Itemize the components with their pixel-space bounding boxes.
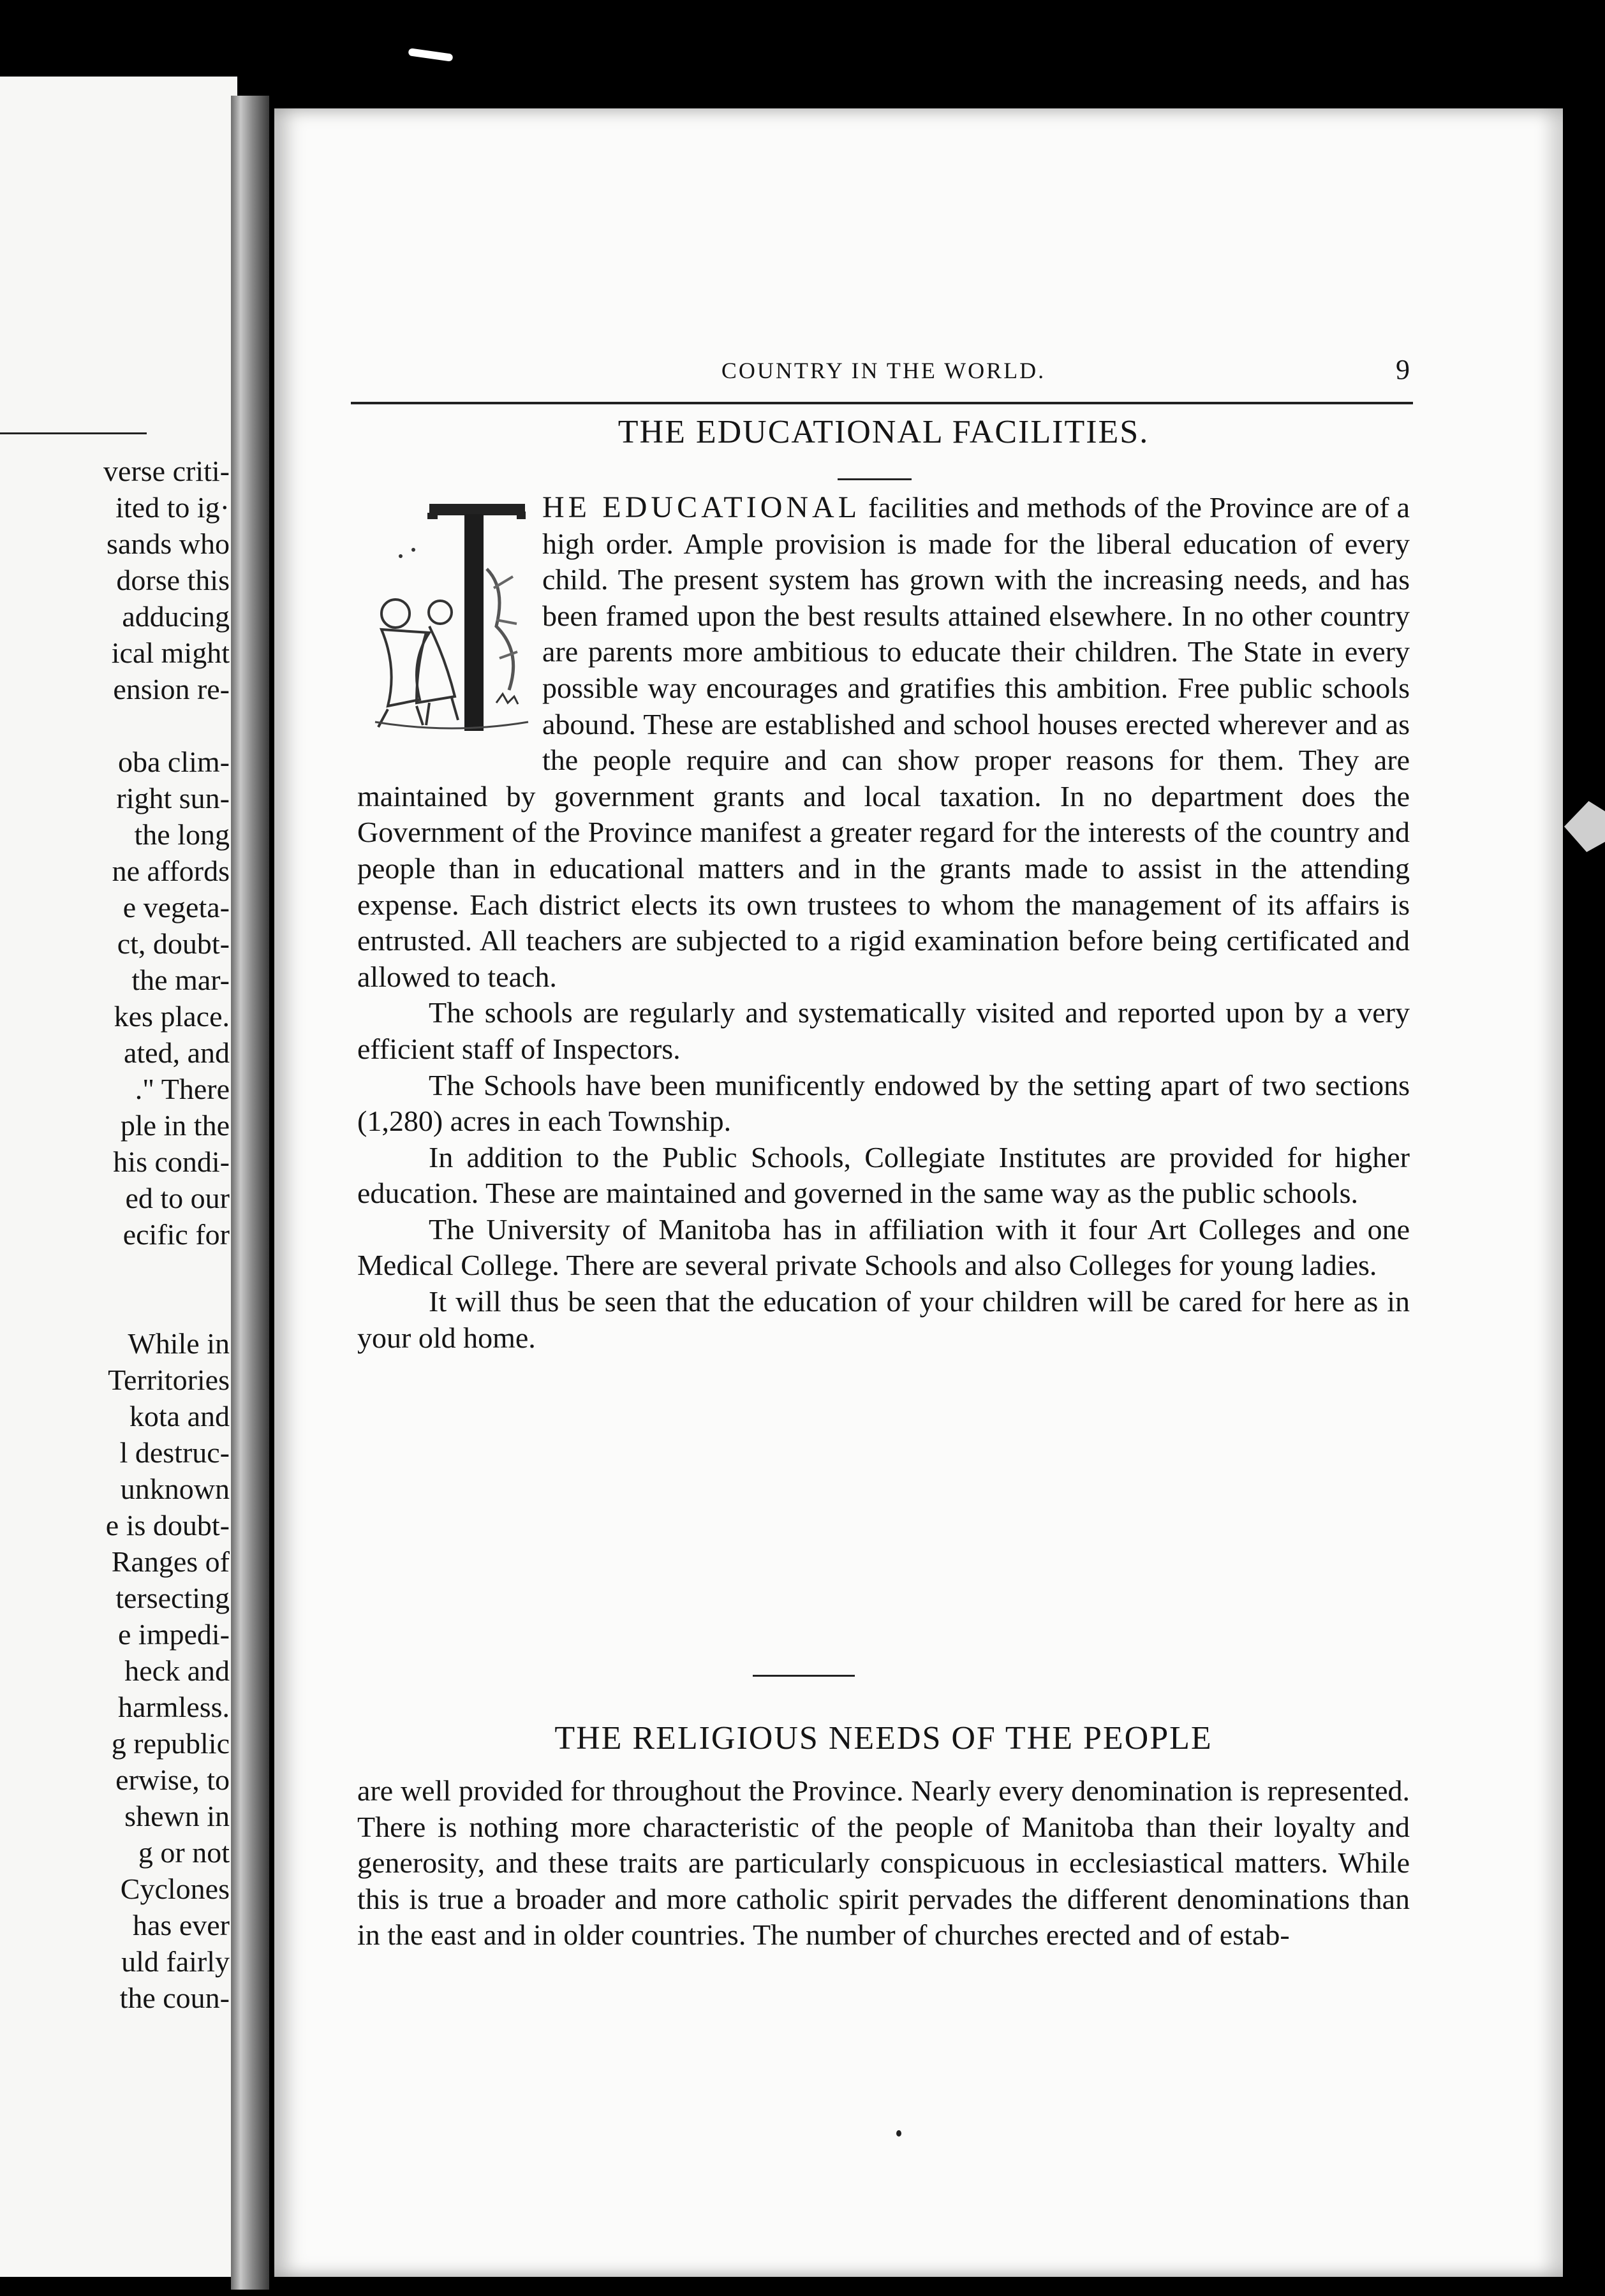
education-article <box>357 490 1410 1356</box>
paragraph-6: It will thus be seen that the education of your children will be cared for here as in your old home. <box>357 1285 1410 1354</box>
facing-page-line: the coun- <box>119 1982 230 2014</box>
facing-page-line: the mar- <box>131 964 230 996</box>
facing-page-line: l destruc- <box>119 1436 230 1469</box>
facing-page-line: ated, and <box>123 1036 230 1069</box>
header-rule <box>351 402 1413 404</box>
facing-page-line: e impedi- <box>118 1618 230 1651</box>
paragraph-3: The Schools have been munificently endowed by the setting apart of two sections (1,280) acres in each Township. <box>357 1068 1410 1138</box>
title-underline <box>838 478 912 480</box>
facing-page-text <box>0 453 230 2016</box>
facing-page-line: unknown <box>120 1473 230 1505</box>
drop-cap-space <box>357 490 542 777</box>
running-head <box>357 354 1410 395</box>
facing-page-line <box>0 1289 230 1325</box>
facing-page-line: tersecting <box>115 1582 230 1614</box>
facing-page-line: right sun- <box>116 782 230 814</box>
paragraph-4: In addition to the Public Schools, Collegiate Institutes are provided for higher education. These are maintained and governed in the same way as the public schools. <box>357 1140 1410 1210</box>
religious-paragraph-1: are well provided for throughout the Province. Nearly every denomination is represented. There is nothing more characteristic of the people of Manitoba than their loyalty and generosity, and these traits are particularly conspicuous in ecclesiastical matters. While this is true a broader and more catholic spirit pervades the different denominations than in the east and in older countries. The number of churches erected and of estab- <box>357 1774 1410 1952</box>
paragraph-1-text: facilities and methods of the Province are of a high order. Ample provision is made for the liberal education of every child. The present system has grown with the increasing needs, and has been framed upon the best results attained elsewhere. In no other country are parents more ambitious to educate their children. The State in every possible way encourages and gratifies this ambition. Free public schools abound. These are established and school houses erected wherever and as the people require and can show proper reasons for them. They are maintained by government grants and local taxation. In no department does the Government of the Province manifest a greater regard for the interests of the country and people than in educational matters and in the grants made to assist in the attending expense. Each district elects its own trustees to whom the management of its affairs is entrusted. All teachers are subjected to a rigid examination before being certificated and allowed to teach. <box>357 491 1410 993</box>
section-divider <box>753 1675 855 1677</box>
religious-article <box>357 1773 1410 1954</box>
running-head-title: COUNTRY IN THE WORLD. <box>721 358 1046 383</box>
facing-page-line: oba clim- <box>118 746 230 778</box>
facing-page-line: his condi- <box>113 1145 230 1178</box>
facing-page-line: Ranges of <box>111 1545 230 1578</box>
lead-caps: HE EDUCATIONAL <box>542 490 861 524</box>
facing-page-line: Territories <box>108 1364 230 1396</box>
facing-page-line: harmless. <box>117 1691 230 1723</box>
paragraph-2: The schools are regularly and systematically visited and reported upon by a very efficient staff of Inspectors. <box>357 996 1410 1065</box>
page-mark <box>896 2130 901 2137</box>
facing-page <box>0 77 237 2277</box>
section-title-religious: THE RELIGIOUS NEEDS OF THE PEOPLE <box>554 1720 1213 1756</box>
facing-page-line: kes place. <box>114 1000 230 1033</box>
facing-page-line <box>0 1253 230 1289</box>
facing-page-line: kota and <box>129 1400 230 1432</box>
facing-page-line: ple in the <box>120 1109 230 1142</box>
facing-page-line: sands who <box>107 527 230 560</box>
paragraph-5: The University of Manitoba has in affiliation with it four Art Colleges and one Medical College. There are several private Schools and also Colleges for young ladies. <box>357 1212 1410 1282</box>
facing-page-line: uld fairly <box>121 1945 230 1978</box>
facing-page-line: ecific for <box>122 1218 230 1251</box>
facing-page-line: heck and <box>124 1654 230 1687</box>
facing-page-line: e vegeta- <box>122 891 230 924</box>
facing-page-line: adducing <box>122 600 230 633</box>
paragraph-1 <box>357 490 1410 995</box>
page-number: 9 <box>1396 354 1410 385</box>
section-title-education: THE EDUCATIONAL FACILITIES. <box>618 414 1150 450</box>
facing-page-line: ical might <box>111 637 230 669</box>
facing-page-line: dorse this <box>116 564 230 596</box>
facing-page-line: g republic <box>111 1727 230 1760</box>
facing-page-line <box>0 707 230 744</box>
facing-page-line: While in <box>128 1327 230 1360</box>
scan-speck <box>408 48 454 62</box>
facing-page-line: ne affords <box>112 855 230 887</box>
facing-page-line: ited to ig· <box>115 491 230 524</box>
facing-page-line: Cyclones <box>120 1873 230 1905</box>
main-page <box>274 108 1563 2277</box>
book-gutter <box>231 96 269 2290</box>
facing-page-line: e is doubt- <box>105 1509 230 1542</box>
facing-page-line: shewn in <box>124 1800 230 1832</box>
facing-page-line: ." There <box>135 1073 230 1105</box>
facing-page-line: has ever <box>133 1909 230 1941</box>
facing-page-line: ed to our <box>125 1182 230 1214</box>
facing-page-line: ct, doubt- <box>117 927 230 960</box>
page-edge-notch <box>1564 801 1605 852</box>
facing-page-line: the long <box>134 818 230 851</box>
facing-page-line: g or not <box>138 1836 230 1869</box>
facing-page-line: ension re- <box>113 673 230 705</box>
facing-page-line: verse criti- <box>103 455 230 487</box>
facing-page-line: erwise, to <box>115 1763 230 1796</box>
facing-page-rule <box>0 432 147 434</box>
